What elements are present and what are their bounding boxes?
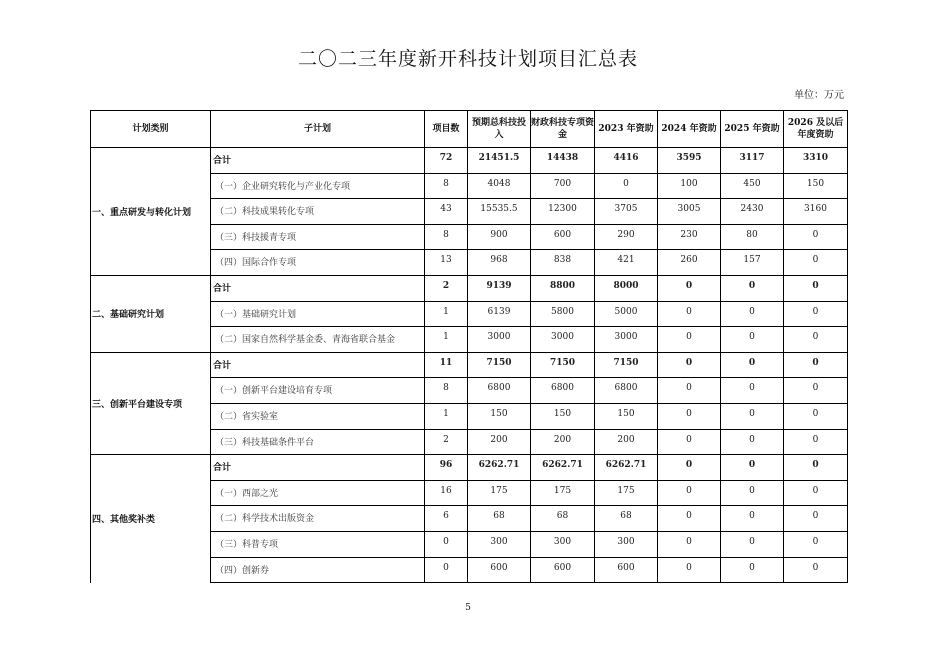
subplan-cell: （二）科学技术出版资金	[211, 506, 425, 532]
value-cell: 6800	[595, 378, 658, 404]
table-header-row	[91, 111, 848, 148]
value-cell: 200	[595, 429, 658, 455]
value-cell: 43	[425, 199, 468, 225]
value-cell: 6800	[468, 378, 531, 404]
value-cell: 150	[784, 173, 848, 199]
value-cell: 3310	[784, 148, 848, 174]
subplan-cell: 合计	[211, 148, 425, 174]
value-cell: 5000	[595, 301, 658, 327]
column-header: 2024 年资助	[658, 111, 721, 148]
column-header: 2026 及以后年度资助	[784, 111, 848, 148]
value-cell: 0	[721, 378, 784, 404]
value-cell: 300	[595, 531, 658, 557]
subplan-cell: （一）创新平台建设培育专项	[211, 378, 425, 404]
value-cell: 0	[658, 506, 721, 532]
value-cell: 157	[721, 250, 784, 276]
value-cell: 0	[425, 557, 468, 583]
group-total-row	[91, 275, 848, 301]
column-header: 预期总科技投入	[468, 111, 531, 148]
value-cell: 0	[658, 378, 721, 404]
value-cell: 7150	[595, 352, 658, 378]
value-cell: 6262.71	[468, 455, 531, 481]
value-cell: 0	[721, 352, 784, 378]
value-cell: 300	[531, 531, 595, 557]
value-cell: 700	[531, 173, 595, 199]
subplan-cell: （一）企业研究转化与产业化专项	[211, 173, 425, 199]
value-cell: 0	[784, 275, 848, 301]
value-cell: 6139	[468, 301, 531, 327]
column-header: 2025 年资助	[721, 111, 784, 148]
value-cell: 300	[468, 531, 531, 557]
value-cell: 200	[468, 429, 531, 455]
value-cell: 6262.71	[531, 455, 595, 481]
subplan-cell: （三）科技基础条件平台	[211, 429, 425, 455]
value-cell: 6262.71	[595, 455, 658, 481]
value-cell: 150	[468, 403, 531, 429]
value-cell: 8	[425, 173, 468, 199]
category-cell: 三、创新平台建设专项	[91, 352, 211, 454]
category-cell: 四、其他奖补类	[91, 455, 211, 583]
value-cell: 600	[531, 557, 595, 583]
value-cell: 0	[784, 557, 848, 583]
value-cell: 0	[784, 378, 848, 404]
column-header: 财政科技专项资金	[531, 111, 595, 148]
subplan-cell: （四）国际合作专项	[211, 250, 425, 276]
value-cell: 7150	[531, 352, 595, 378]
value-cell: 0	[658, 301, 721, 327]
subplan-cell: （一）西部之光	[211, 480, 425, 506]
value-cell: 3160	[784, 199, 848, 225]
value-cell: 6800	[531, 378, 595, 404]
value-cell: 200	[531, 429, 595, 455]
column-header: 子计划	[211, 111, 425, 148]
subplan-cell: （三）科技援青专项	[211, 224, 425, 250]
value-cell: 230	[658, 224, 721, 250]
value-cell: 2430	[721, 199, 784, 225]
value-cell: 12300	[531, 199, 595, 225]
unit-label: 单位：万元	[794, 90, 844, 101]
value-cell: 600	[468, 557, 531, 583]
value-cell: 0	[721, 557, 784, 583]
value-cell: 0	[721, 480, 784, 506]
value-cell: 6	[425, 506, 468, 532]
value-cell: 96	[425, 455, 468, 481]
value-cell: 0	[784, 327, 848, 353]
group-total-row	[91, 455, 848, 481]
value-cell: 21451.5	[468, 148, 531, 174]
column-header: 项目数	[425, 111, 468, 148]
subplan-cell: 合计	[211, 275, 425, 301]
value-cell: 0	[721, 506, 784, 532]
value-cell: 3005	[658, 199, 721, 225]
value-cell: 80	[721, 224, 784, 250]
value-cell: 4048	[468, 173, 531, 199]
value-cell: 450	[721, 173, 784, 199]
value-cell: 0	[784, 455, 848, 481]
value-cell: 5800	[531, 301, 595, 327]
value-cell: 0	[721, 275, 784, 301]
value-cell: 175	[595, 480, 658, 506]
value-cell: 0	[658, 455, 721, 481]
value-cell: 0	[784, 250, 848, 276]
value-cell: 150	[595, 403, 658, 429]
subplan-cell: （四）创新券	[211, 557, 425, 583]
value-cell: 421	[595, 250, 658, 276]
value-cell: 0	[658, 327, 721, 353]
subplan-cell: 合计	[211, 455, 425, 481]
value-cell: 0	[721, 455, 784, 481]
value-cell: 0	[658, 352, 721, 378]
value-cell: 8800	[531, 275, 595, 301]
group-total-row	[91, 352, 848, 378]
value-cell: 290	[595, 224, 658, 250]
page-number: 5	[465, 603, 471, 613]
value-cell: 68	[595, 506, 658, 532]
value-cell: 175	[531, 480, 595, 506]
value-cell: 4416	[595, 148, 658, 174]
value-cell: 0	[784, 506, 848, 532]
value-cell: 13	[425, 250, 468, 276]
value-cell: 900	[468, 224, 531, 250]
value-cell: 0	[425, 531, 468, 557]
summary-table	[90, 110, 848, 583]
value-cell: 2	[425, 429, 468, 455]
value-cell: 15535.5	[468, 199, 531, 225]
subplan-cell: （二）省实验室	[211, 403, 425, 429]
value-cell: 150	[531, 403, 595, 429]
value-cell: 0	[721, 429, 784, 455]
value-cell: 9139	[468, 275, 531, 301]
group-total-row	[91, 148, 848, 174]
value-cell: 0	[784, 403, 848, 429]
value-cell: 0	[658, 429, 721, 455]
value-cell: 0	[658, 557, 721, 583]
value-cell: 3000	[531, 327, 595, 353]
value-cell: 0	[658, 531, 721, 557]
column-header: 2023 年资助	[595, 111, 658, 148]
value-cell: 0	[658, 480, 721, 506]
value-cell: 3595	[658, 148, 721, 174]
value-cell: 260	[658, 250, 721, 276]
value-cell: 0	[784, 429, 848, 455]
value-cell: 8000	[595, 275, 658, 301]
value-cell: 0	[784, 224, 848, 250]
value-cell: 838	[531, 250, 595, 276]
value-cell: 600	[531, 224, 595, 250]
value-cell: 0	[658, 275, 721, 301]
value-cell: 3705	[595, 199, 658, 225]
page-title: 二〇二三年度新开科技计划项目汇总表	[297, 48, 638, 70]
value-cell: 1	[425, 327, 468, 353]
value-cell: 3117	[721, 148, 784, 174]
value-cell: 600	[595, 557, 658, 583]
value-cell: 0	[784, 301, 848, 327]
category-cell: 一、重点研发与转化计划	[91, 148, 211, 276]
value-cell: 0	[721, 531, 784, 557]
subplan-cell: （一）基础研究计划	[211, 301, 425, 327]
value-cell: 72	[425, 148, 468, 174]
value-cell: 0	[784, 480, 848, 506]
value-cell: 11	[425, 352, 468, 378]
value-cell: 8	[425, 224, 468, 250]
value-cell: 175	[468, 480, 531, 506]
value-cell: 0	[658, 403, 721, 429]
subplan-cell: 合计	[211, 352, 425, 378]
value-cell: 14438	[531, 148, 595, 174]
value-cell: 68	[468, 506, 531, 532]
value-cell: 68	[531, 506, 595, 532]
subplan-cell: （二）科技成果转化专项	[211, 199, 425, 225]
subplan-cell: （二）国家自然科学基金委、青海省联合基金	[211, 327, 425, 353]
value-cell: 7150	[468, 352, 531, 378]
value-cell: 8	[425, 378, 468, 404]
value-cell: 100	[658, 173, 721, 199]
value-cell: 0	[721, 403, 784, 429]
value-cell: 0	[721, 327, 784, 353]
value-cell: 16	[425, 480, 468, 506]
value-cell: 0	[784, 531, 848, 557]
value-cell: 1	[425, 301, 468, 327]
value-cell: 0	[784, 352, 848, 378]
value-cell: 3000	[468, 327, 531, 353]
value-cell: 3000	[595, 327, 658, 353]
value-cell: 0	[721, 301, 784, 327]
category-cell: 二、基础研究计划	[91, 275, 211, 352]
column-header: 计划类别	[91, 111, 211, 148]
value-cell: 1	[425, 403, 468, 429]
value-cell: 2	[425, 275, 468, 301]
value-cell: 0	[595, 173, 658, 199]
value-cell: 968	[468, 250, 531, 276]
subplan-cell: （三）科普专项	[211, 531, 425, 557]
